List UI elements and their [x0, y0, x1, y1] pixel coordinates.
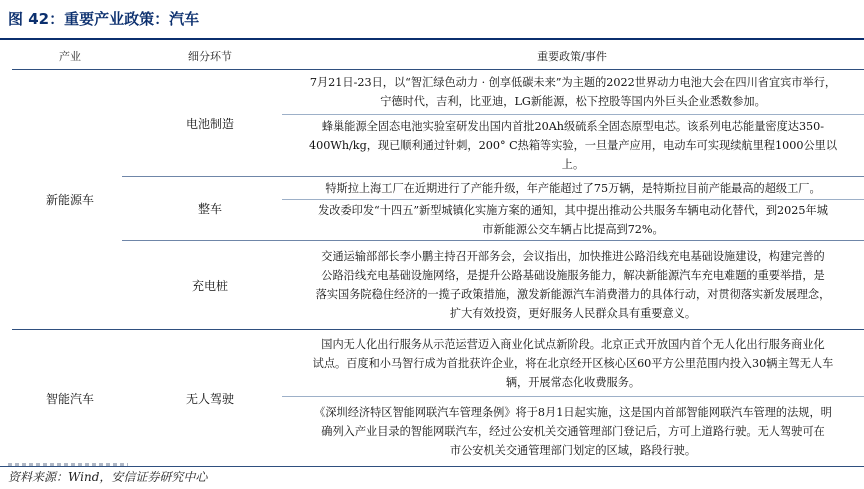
faint-footnote-mark: [8, 463, 128, 466]
figure-title: 图 42：重要产业政策：汽车: [8, 10, 200, 28]
event-line: 蜂巢能源全固态电池实验室研发出国内首批20Ah级硫系全固态原型电芯。该系列电芯能量密度达350-: [321, 120, 825, 133]
event-line: 辆，开展常态化收费服务。: [505, 375, 641, 389]
event-line: 市公安机关交通管理部门划定的区域，路段行驶。: [449, 443, 697, 457]
event-line: 发改委印发“十四五”新型城镇化实施方案的通知，其中提出推动公共服务车辆电动化替代，到2025年城: [318, 204, 828, 217]
event-line: 宁德时代，吉利，比亚迪，LG新能源，松下控股等国内外巨头企业悉数参加。: [380, 95, 766, 108]
event-line: 扩大有效投资，更好服务人民群众具有重要意义。: [449, 307, 697, 320]
event-line: 交通运输部部长李小鹏主持召开部务会，会议指出，加快推进公路沿线充电基础设施建设，构建完善的: [321, 250, 825, 263]
event-line: 400Wh/kg，现已顺利通过针刺，200° C热箱等实验，一旦量产应用，电动车可实现续航里程1000公里以: [308, 139, 838, 152]
industry-nev: 新能源车: [45, 193, 94, 207]
event-line: 《深圳经济特区智能网联汽车管理条例》将于8月1日起实施，这是国内首部智能网联汽车管理的法规，明: [314, 405, 832, 419]
title-rule: [0, 38, 864, 40]
event-line: 落实国务院稳住经济的一揽子政策措施，激发新能源汽车消费潜力的具体行动，对贯彻落实新发展理念，: [315, 288, 831, 301]
source-note: 资料来源：Wind，安信证券研究中心: [8, 470, 208, 484]
segment-autonomous: 无人驾驶: [185, 391, 234, 406]
event-line: 上。: [561, 158, 585, 171]
event-line: 特斯拉上海工厂在近期进行了产能升级，年产能超过了75万辆，是特斯拉目前产能最高的超级工厂。: [325, 181, 821, 195]
header-policy: 重要政策/事件: [537, 50, 607, 63]
event-line: 7月21日-23日，以“智汇绿色动力 · 创享低碳未来”为主题的2022世界动力电池大会在四川省宜宾市举行，: [309, 76, 837, 89]
figure-title-bar: [0, 0, 864, 38]
header-industry: 产业: [59, 50, 81, 63]
event-battery-2: [282, 115, 864, 176]
segment-vehicle: 整车: [197, 202, 222, 216]
policy-table: [0, 44, 864, 467]
header-segment: 细分环节: [188, 50, 232, 63]
event-battery-1: [282, 70, 864, 114]
segment-charging: 充电桩: [191, 278, 228, 293]
industry-intelligent: 智能汽车: [45, 391, 94, 406]
event-vehicle-1: [282, 177, 864, 199]
segment-battery: 电池制造: [185, 116, 234, 131]
event-line: 公路沿线充电基础设施网络，是提升公路基础设施服务能力，解决新能源汽车充电难题的重要举措，是: [321, 269, 825, 282]
event-line: 市新能源公交车辆占比提高到72%。: [482, 223, 664, 236]
event-line: 确列入产业目录的智能网联汽车，经过公安机关交通管理部门登记后，方可上道路行驶。无人驾驶可在: [321, 424, 825, 438]
event-line: 国内无人化出行服务从示范运营迈入商业化试点新阶段。北京正式开放国内首个无人化出行服务商业化: [321, 337, 825, 351]
event-line: 试点。百度和小马智行成为首批获许企业，将在北京经开区核心区60平方公里范围内投入30辆主驾无人车: [312, 356, 834, 370]
event-vehicle-2: [282, 200, 864, 240]
event-autonomous-1: [282, 330, 864, 396]
table-bottom-rule: [0, 466, 864, 467]
event-charging: [282, 241, 864, 329]
event-autonomous-2: [282, 397, 864, 465]
